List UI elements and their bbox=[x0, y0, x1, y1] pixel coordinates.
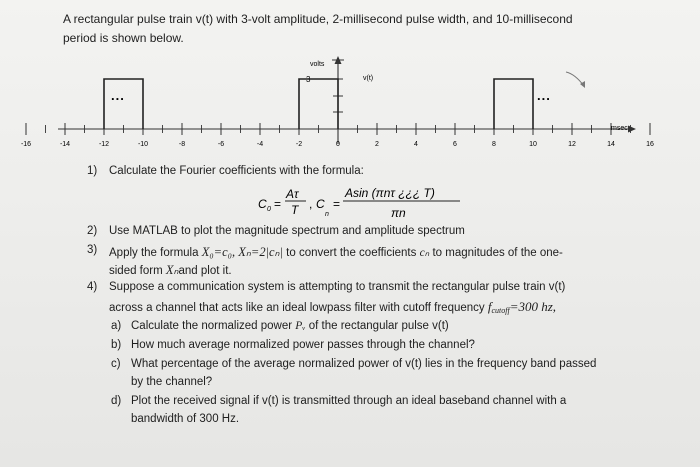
q4a-number: a) bbox=[111, 320, 122, 332]
x-tick-label: -4 bbox=[256, 141, 264, 148]
q4-number: 4) bbox=[87, 281, 98, 293]
cn-numerator: Asin (πnτ ¿¿¿ T) bbox=[345, 186, 435, 200]
q4c-line-2: by the channel? bbox=[131, 376, 213, 388]
q4a-var: Pᵥ bbox=[295, 320, 306, 332]
q4d-line-1: Plot the received signal if v(t) is transmitted through an ideal baseband channel with a bbox=[131, 395, 567, 407]
cutoff-value: =300 hz, bbox=[509, 299, 557, 314]
x-tick-label: -6 bbox=[217, 141, 225, 148]
x-tick-label: 12 bbox=[568, 141, 576, 148]
x-tick-label: -12 bbox=[98, 141, 110, 148]
comma: , bbox=[309, 197, 313, 211]
q4d-number: d) bbox=[111, 395, 122, 407]
q3-number: 3) bbox=[87, 244, 98, 256]
y-axis-label: volts bbox=[310, 61, 325, 68]
q3-line-1 bbox=[109, 244, 563, 260]
pulse-train-plot bbox=[0, 0, 700, 160]
q4c-line-1: What percentage of the average normalized power of v(t) lies in the frequency band passed bbox=[131, 358, 597, 370]
q2-number: 2) bbox=[87, 225, 98, 237]
x-tick-label: 14 bbox=[607, 141, 615, 148]
q3-post2: to magnitudes of the one- bbox=[432, 247, 563, 259]
left-ellipsis: ... bbox=[111, 88, 125, 103]
q1-text: Calculate the Fourier coefficients with the formula: bbox=[109, 165, 364, 177]
cn-denominator: πn bbox=[391, 206, 406, 220]
pulse bbox=[494, 79, 533, 129]
cn-lhs: C bbox=[316, 197, 325, 211]
pulse bbox=[104, 79, 143, 129]
c0-sub: 0 bbox=[267, 206, 271, 213]
x-axis-arrow bbox=[628, 126, 636, 133]
c0-lhs: C bbox=[258, 197, 267, 211]
cutoff-var: f bbox=[487, 299, 492, 314]
q4-line2-pre: across a channel that acts like an ideal lowpass filter with cutoff frequency bbox=[109, 302, 485, 314]
q3-line2-pre: sided form bbox=[109, 265, 163, 277]
q4-line-1: Suppose a communication system is attempting to transmit the rectangular pulse train v(t) bbox=[109, 281, 566, 293]
pulse bbox=[299, 79, 338, 129]
fourier-formula bbox=[258, 181, 518, 221]
q2-text: Use MATLAB to plot the magnitude spectrum and amplitude spectrum bbox=[109, 225, 465, 237]
c0-numerator: Aτ bbox=[286, 187, 299, 201]
q3-post: to convert the coefficients bbox=[286, 247, 417, 259]
intro-line-1: A rectangular pulse train v(t) with 3-volt amplitude, 2-millisecond pulse width, and 10-millisecond bbox=[63, 12, 573, 26]
x-tick-label: 0 bbox=[336, 141, 340, 148]
q4a-pre: Calculate the normalized power bbox=[131, 320, 293, 332]
q3-formula: X₀=c₀, Xₙ=2|cₙ| bbox=[201, 245, 283, 259]
q3-line-2 bbox=[109, 262, 232, 278]
x-tick-label: -14 bbox=[59, 141, 71, 148]
q4b-text: How much average normalized power passes through the channel? bbox=[131, 339, 475, 351]
q3-line2-post: and plot it. bbox=[178, 265, 232, 277]
x-tick-label: -16 bbox=[20, 141, 32, 148]
q3-line2-var: Xₙ bbox=[165, 263, 179, 277]
q4b-number: b) bbox=[111, 339, 122, 351]
x-tick-label: -10 bbox=[137, 141, 149, 148]
q4-line-2 bbox=[109, 299, 556, 315]
x-tick-label: 2 bbox=[375, 141, 379, 148]
c0-equals: = bbox=[274, 197, 282, 211]
x-tick-label: 10 bbox=[529, 141, 537, 148]
cn-sub: n bbox=[325, 211, 329, 218]
x-tick-label: 16 bbox=[646, 141, 654, 148]
x-tick-label: 6 bbox=[453, 141, 457, 148]
x-tick-label: 8 bbox=[492, 141, 496, 148]
c0-denominator: T bbox=[291, 203, 299, 217]
y-tick-label: 3 bbox=[306, 75, 311, 84]
x-tick-label: 4 bbox=[414, 141, 418, 148]
signal-label: v(t) bbox=[363, 75, 374, 82]
q1-number: 1) bbox=[87, 165, 98, 177]
right-ellipsis: ... bbox=[537, 88, 551, 103]
intro-line-2: period is shown below. bbox=[63, 31, 184, 45]
q4a-post: of the rectangular pulse v(t) bbox=[308, 320, 449, 332]
q4d-line-2: bandwidth of 300 Hz. bbox=[131, 413, 240, 425]
pulses bbox=[104, 79, 533, 129]
q3-pre: Apply the formula bbox=[109, 247, 199, 259]
x-tick-label: -8 bbox=[178, 141, 186, 148]
q3-var: cₙ bbox=[419, 247, 430, 259]
q4c-number: c) bbox=[111, 358, 121, 370]
cutoff-sub: cutoff bbox=[491, 306, 510, 315]
x-tick-label: -2 bbox=[295, 141, 303, 148]
q4a-text bbox=[131, 320, 449, 332]
cn-equals: = bbox=[333, 197, 341, 211]
x-axis-label: msec bbox=[611, 125, 628, 132]
